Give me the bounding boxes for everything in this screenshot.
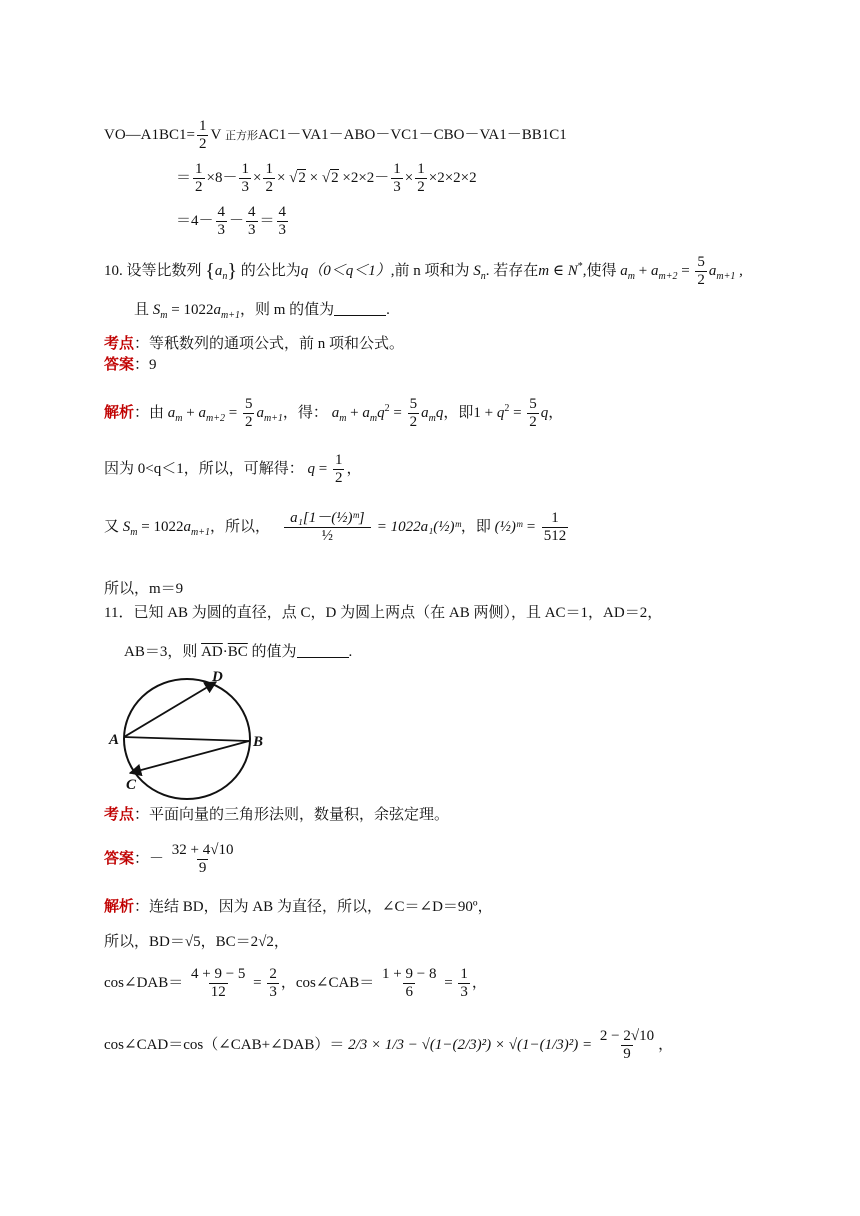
jiexi-label: 解析 <box>104 899 135 915</box>
segment-ab <box>124 737 249 741</box>
q11-bd-line: 所以，BD＝√5，BC＝2√2， <box>104 934 289 950</box>
volume-line-3: ＝4－ $\frac{4}{3}$ － $\frac{4}{3}$ ＝ $\frac{4}{3}$ <box>176 204 287 239</box>
kaodian-label: 考点 <box>104 336 135 352</box>
q11-answer: 答案：－ $\frac{32 + 4√10}{9}$ <box>104 842 234 877</box>
circle-figure <box>104 664 284 804</box>
answer-blank <box>334 301 386 316</box>
subscript-square: 正方形 <box>225 130 259 143</box>
vector-ad: $\overline{AD}$ <box>201 644 223 660</box>
q10-kaodian: 考点：等秖数列的通项公式，前 n 项和公式。 <box>104 336 405 352</box>
volume-lhs: VO—A1BC1= <box>104 127 195 144</box>
answer-label: 答案 <box>104 357 135 373</box>
volume-line-2: ＝ $\frac{1}{2}$ ×8－ $\frac{1}{3}$ × $\frac{1}{2}$ × √2 × √2 ×2×2－ $\frac{1}{3}$ × $\frac{1}{2}$ ×2×2×2 <box>176 161 477 196</box>
q10-answer: 答案：9 <box>104 357 157 373</box>
q10-because: 因为 0<q＜1，所以，可解得： q = $\frac{1}{2}$ ， <box>104 452 362 487</box>
label-c: C <box>126 777 137 793</box>
q10-stem-line-1: 10. 设等比数列 $\{a_n\}$ 的公比为q（0＜q＜1）,前 n 项和为 $S_n$. 若存在m ∈ N*,使得 $a_m + a_{m+2}$ = $\frac{5}{2}$ $a_{m+1}$ , <box>104 254 743 289</box>
q11-stem-line-2: AB＝3，则 $\overline{AD}\cdot\overline{BC}$ 的值为 . <box>124 644 353 660</box>
answer-blank <box>297 643 349 658</box>
answer-label: 答案 <box>104 851 135 868</box>
right-brace: } <box>227 260 237 283</box>
volume-line-1: VO—A1BC1= $\frac{1}{2}$ V 正方形AC1－VA1－ABO－VC1－CBO－VA1－BB1C1 <box>104 118 567 153</box>
q11-jiexi-line-1: 解析：连结 BD，因为 AB 为直径，所以，∠C＝∠D＝90º， <box>104 899 493 915</box>
q11-cos-line: cos∠DAB＝ $\frac{4 + 9 - 5}{12}$ = $\frac{2}{3}$ ，cos∠CAB＝ $\frac{1 + 9 - 8}{6}$ = $\frac{1}{3}$ ， <box>104 966 487 1001</box>
q11-stem-line-1: 11．已知 AB 为圆的直径，点 C，D 为圆上两点（在 AB 两侧），且 AC＝1，AD＝2， <box>104 605 663 621</box>
q10-you: 又 $S_m = 1022a_{m+1}$，所以， $\frac{\text{a₁[1－(½)ᵐ]}}{\text{½}}$ = 1022a₁(½)ᵐ，即 (½)ᵐ = $\frac{1}{512}$ <box>104 510 567 545</box>
label-b: B <box>253 734 264 750</box>
fraction-sum: $\frac{\text{a₁[1－(½)ᵐ]}}{\text{½}}$ <box>284 510 371 546</box>
q10-stem-line-2: 且 $S_m = 1022a_{m+1}$，则 m 的值为 . <box>134 302 390 321</box>
arrow-ad <box>124 682 216 737</box>
left-brace: { <box>205 260 215 283</box>
arrow-bc <box>130 741 249 773</box>
jiexi-label: 解析 <box>104 405 135 422</box>
kaodian-label: 考点 <box>104 807 135 823</box>
q11-cos-cad-line: cos∠CAD＝cos（∠CAB+∠DAB）＝ 2/3 × 1/3 − √(1−(2/3)²) × √(1−(1/3)²) = $\frac{2 - 2√10}{9}$ ， <box>104 1028 674 1063</box>
q10-so: 所以，m＝9 <box>104 581 184 597</box>
q11-kaodian: 考点：平面向量的三角形法则，数量积，余弦定理。 <box>104 807 450 823</box>
label-d: D <box>212 669 223 685</box>
fraction-half: $\frac{1}{2}$ <box>198 118 207 153</box>
vector-bc: $\overline{BC}$ <box>227 644 248 660</box>
label-a: A <box>109 732 120 748</box>
q10-jiexi-line-1: 解析：由 $a_m + a_{m+2}$ = $\frac{5}{2}$ $a_{m+1}$，得： $a_m + a_mq^2$ = $\frac{5}{2}$ $a_mq$，即$1 + q^2$ = $\frac{5}{2}$ q， <box>104 396 564 431</box>
